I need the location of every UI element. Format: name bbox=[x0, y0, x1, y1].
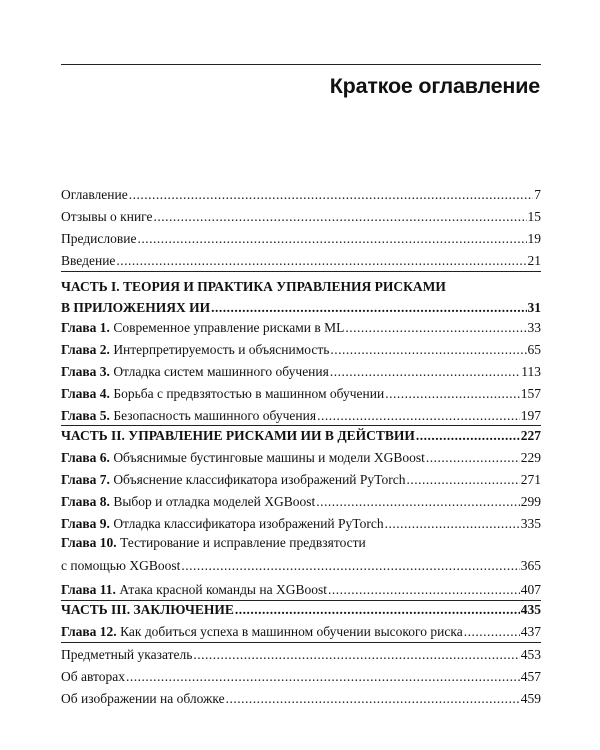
chapter-page: 437 bbox=[520, 624, 541, 639]
chapter-title: Отладка систем машинного обучения bbox=[113, 364, 329, 379]
chapter-title: Тестирование и исправление предвзятости bbox=[120, 535, 366, 550]
toc-part-3[interactable] bbox=[61, 598, 541, 618]
chapter-label: Глава 12. bbox=[61, 624, 117, 639]
chapter-page: 65 bbox=[527, 342, 541, 357]
toc-chapter-10[interactable] bbox=[61, 534, 541, 574]
chapter-page: 157 bbox=[520, 386, 541, 401]
toc-chapter-9[interactable] bbox=[61, 512, 541, 532]
chapter-label: Глава 10. bbox=[61, 535, 117, 550]
toc-entry-contents[interactable] bbox=[61, 183, 541, 203]
chapter-label: Глава 2. bbox=[61, 342, 110, 357]
chapter-title: Объяснимые бустинговые машины и модели XGBoost bbox=[113, 450, 425, 465]
chapter-label: Глава 9. bbox=[61, 516, 110, 531]
toc-chapter-3[interactable] bbox=[61, 360, 541, 380]
chapter-title: Выбор и отладка моделей XGBoost bbox=[113, 494, 316, 509]
chapter-page: 335 bbox=[520, 516, 541, 531]
entry-title: Об изображении на обложке bbox=[61, 691, 225, 706]
toc-entry-authors[interactable] bbox=[61, 665, 541, 685]
chapter-label: Глава 6. bbox=[61, 450, 110, 465]
chapter-title: Атака красной команды на XGBoost bbox=[119, 582, 327, 597]
chapter-page: 197 bbox=[520, 408, 541, 423]
entry-title: Предметный указатель bbox=[61, 647, 193, 662]
toc-chapter-8[interactable] bbox=[61, 490, 541, 510]
chapter-page: 365 bbox=[520, 558, 541, 573]
part-page: 435 bbox=[520, 602, 541, 617]
chapter-page: 407 bbox=[520, 582, 541, 597]
chapter-label: Глава 8. bbox=[61, 494, 110, 509]
entry-title: Об авторах bbox=[61, 669, 125, 684]
chapter-title: Борьба с предвзятостью в машинном обучении bbox=[113, 386, 385, 401]
chapter-title: Отладка классификатора изображений PyTorch bbox=[113, 516, 384, 531]
entry-page: 15 bbox=[527, 209, 541, 224]
chapter-label: Глава 4. bbox=[61, 386, 110, 401]
chapter-title: Современное управление рисками в ML bbox=[113, 320, 345, 335]
part-title: ЧАСТЬ III. ЗАКЛЮЧЕНИЕ bbox=[61, 602, 234, 617]
toc-part-1[interactable] bbox=[61, 278, 541, 316]
entry-title: Введение bbox=[61, 253, 116, 268]
toc-chapter-6[interactable] bbox=[61, 446, 541, 466]
chapter-label: Глава 5. bbox=[61, 408, 110, 423]
part-title-line2: В ПРИЛОЖЕНИЯХ ИИ bbox=[61, 300, 211, 315]
part-page: 227 bbox=[520, 428, 541, 443]
chapter-page: 299 bbox=[520, 494, 541, 509]
toc-entry-preface[interactable] bbox=[61, 227, 541, 247]
part-title: ЧАСТЬ II. УПРАВЛЕНИЕ РИСКАМИ ИИ В ДЕЙСТВИИ bbox=[61, 428, 415, 443]
chapter-label: Глава 11. bbox=[61, 582, 116, 597]
section-divider bbox=[61, 271, 541, 272]
entry-title: Отзывы о книге bbox=[61, 209, 153, 224]
entry-page: 453 bbox=[520, 647, 541, 662]
toc-chapter-1[interactable] bbox=[61, 316, 541, 336]
chapter-label: Глава 1. bbox=[61, 320, 110, 335]
toc-entry-reviews[interactable] bbox=[61, 205, 541, 225]
page-title: Краткое оглавление bbox=[329, 74, 540, 98]
chapter-label: Глава 7. bbox=[61, 472, 110, 487]
entry-title: Предисловие bbox=[61, 231, 137, 246]
toc-part-2[interactable] bbox=[61, 424, 541, 444]
chapter-title: Как добиться успеха в машинном обучении высокого риска bbox=[120, 624, 463, 639]
toc-chapter-2[interactable] bbox=[61, 338, 541, 358]
toc-chapter-4[interactable] bbox=[61, 382, 541, 402]
part-page: 31 bbox=[527, 300, 541, 315]
chapter-page: 271 bbox=[520, 472, 541, 487]
chapter-label: Глава 3. bbox=[61, 364, 110, 379]
entry-title: Оглавление bbox=[61, 187, 128, 202]
toc-entry-index[interactable] bbox=[61, 643, 541, 663]
entry-page: 459 bbox=[520, 691, 541, 706]
toc-entry-introduction[interactable] bbox=[61, 249, 541, 269]
top-rule bbox=[61, 64, 541, 65]
toc-chapter-12[interactable] bbox=[61, 620, 541, 640]
chapter-title: Объяснение классификатора изображений PyTorch bbox=[113, 472, 406, 487]
entry-page: 19 bbox=[527, 231, 541, 246]
entry-page: 457 bbox=[520, 669, 541, 684]
chapter-page: 33 bbox=[527, 320, 541, 335]
chapter-title-cont: с помощью XGBoost bbox=[61, 558, 181, 573]
entry-page: 7 bbox=[534, 187, 541, 202]
part-title-line1: ЧАСТЬ I. ТЕОРИЯ И ПРАКТИКА УПРАВЛЕНИЯ РИСКАМИ bbox=[61, 279, 446, 294]
chapter-page: 113 bbox=[521, 364, 541, 379]
chapter-title: Интерпретируемость и объяснимость bbox=[113, 342, 330, 357]
entry-page: 21 bbox=[527, 253, 541, 268]
toc-chapter-11[interactable] bbox=[61, 578, 541, 598]
toc-chapter-7[interactable] bbox=[61, 468, 541, 488]
toc-chapter-5[interactable] bbox=[61, 404, 541, 424]
chapter-page: 229 bbox=[520, 450, 541, 465]
chapter-title: Безопасность машинного обучения bbox=[113, 408, 317, 423]
toc-entry-cover[interactable] bbox=[61, 687, 541, 707]
